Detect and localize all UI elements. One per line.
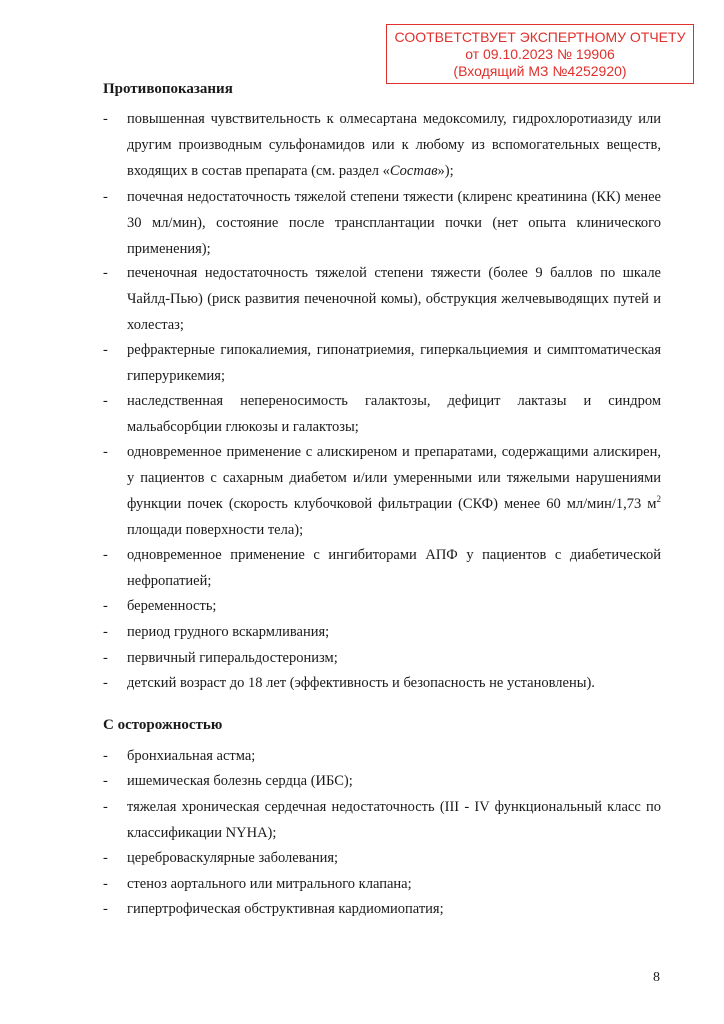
- list-item: - детский возраст до 18 лет (эффективность и безопасность не установлены).: [103, 675, 595, 691]
- list-item: - рефрактерные гипокалиемия, гипонатриемия, гиперкальциемия и симптоматическая гиперурикемия;: [103, 342, 661, 384]
- list-item: - первичный гиперальдостеронизм;: [103, 650, 338, 666]
- list-item: - наследственная непереносимость галактозы, дефицит лактазы и синдром мальабсорбции глюкозы и галактозы;: [103, 393, 661, 435]
- page-number: 8: [653, 970, 660, 985]
- list-item: - одновременное применение с алискиреном и препаратами, содержащими алискирен, у пациентов с сахарным диабетом и/или умеренными или тяжелыми нарушениями функции почек (скорость клубочковой фильтрации (СКФ) менее 60 мл/мин/1,73 $м^2$ площади поверхности тела);: [103, 444, 661, 538]
- approval-stamp: [386, 24, 694, 84]
- contraindications-heading: Противопоказания: [103, 81, 233, 97]
- list-item: - цереброваскулярные заболевания;: [103, 850, 339, 866]
- list-item: - повышенная чувствительность к олмесартана медоксомилу, гидрохлоротиазиду или другим производным сульфонамидов или к любому из вспомогательных веществ, входящих в состав препарата (см. раздел «Состав»);: [103, 111, 661, 179]
- stamp-line-3: (Входящий МЗ №4252920): [453, 63, 627, 79]
- list-item: - период грудного вскармливания;: [103, 624, 330, 640]
- list-item: - ишемическая болезнь сердца (ИБС);: [103, 773, 353, 789]
- stamp-line-1: СООТВЕТСТВУЕТ ЭКСПЕРТНОМУ ОТЧЕТУ: [394, 29, 686, 45]
- list-item: - бронхиальная астма;: [103, 748, 256, 764]
- list-item: - тяжелая хроническая сердечная недостаточность (III - IV функциональный класс по классификации NYHA);: [103, 799, 661, 841]
- list-item: - печеночная недостаточность тяжелой степени тяжести (более 9 баллов по шкале Чайлд-Пью) (риск развития печеночной комы), обструкция желчевыводящих путей и холестаз;: [103, 265, 661, 333]
- list-item: - почечная недостаточность тяжелой степени тяжести (клиренс креатинина (КК) менее 30 мл/мин), состояние после трансплантации почки (нет опыта клинического применения);: [103, 189, 661, 257]
- list-item: - стеноз аортального или митрального клапана;: [103, 876, 412, 892]
- list-item: - одновременное применение с ингибиторами АПФ у пациентов с диабетической нефропатией;: [103, 547, 661, 589]
- list-item: - беременность;: [103, 598, 217, 614]
- list-item: - гипертрофическая обструктивная кардиомиопатия;: [103, 901, 444, 917]
- stamp-line-2: от 09.10.2023 № 19906: [465, 46, 615, 62]
- caution-heading: С осторожностью: [103, 717, 223, 733]
